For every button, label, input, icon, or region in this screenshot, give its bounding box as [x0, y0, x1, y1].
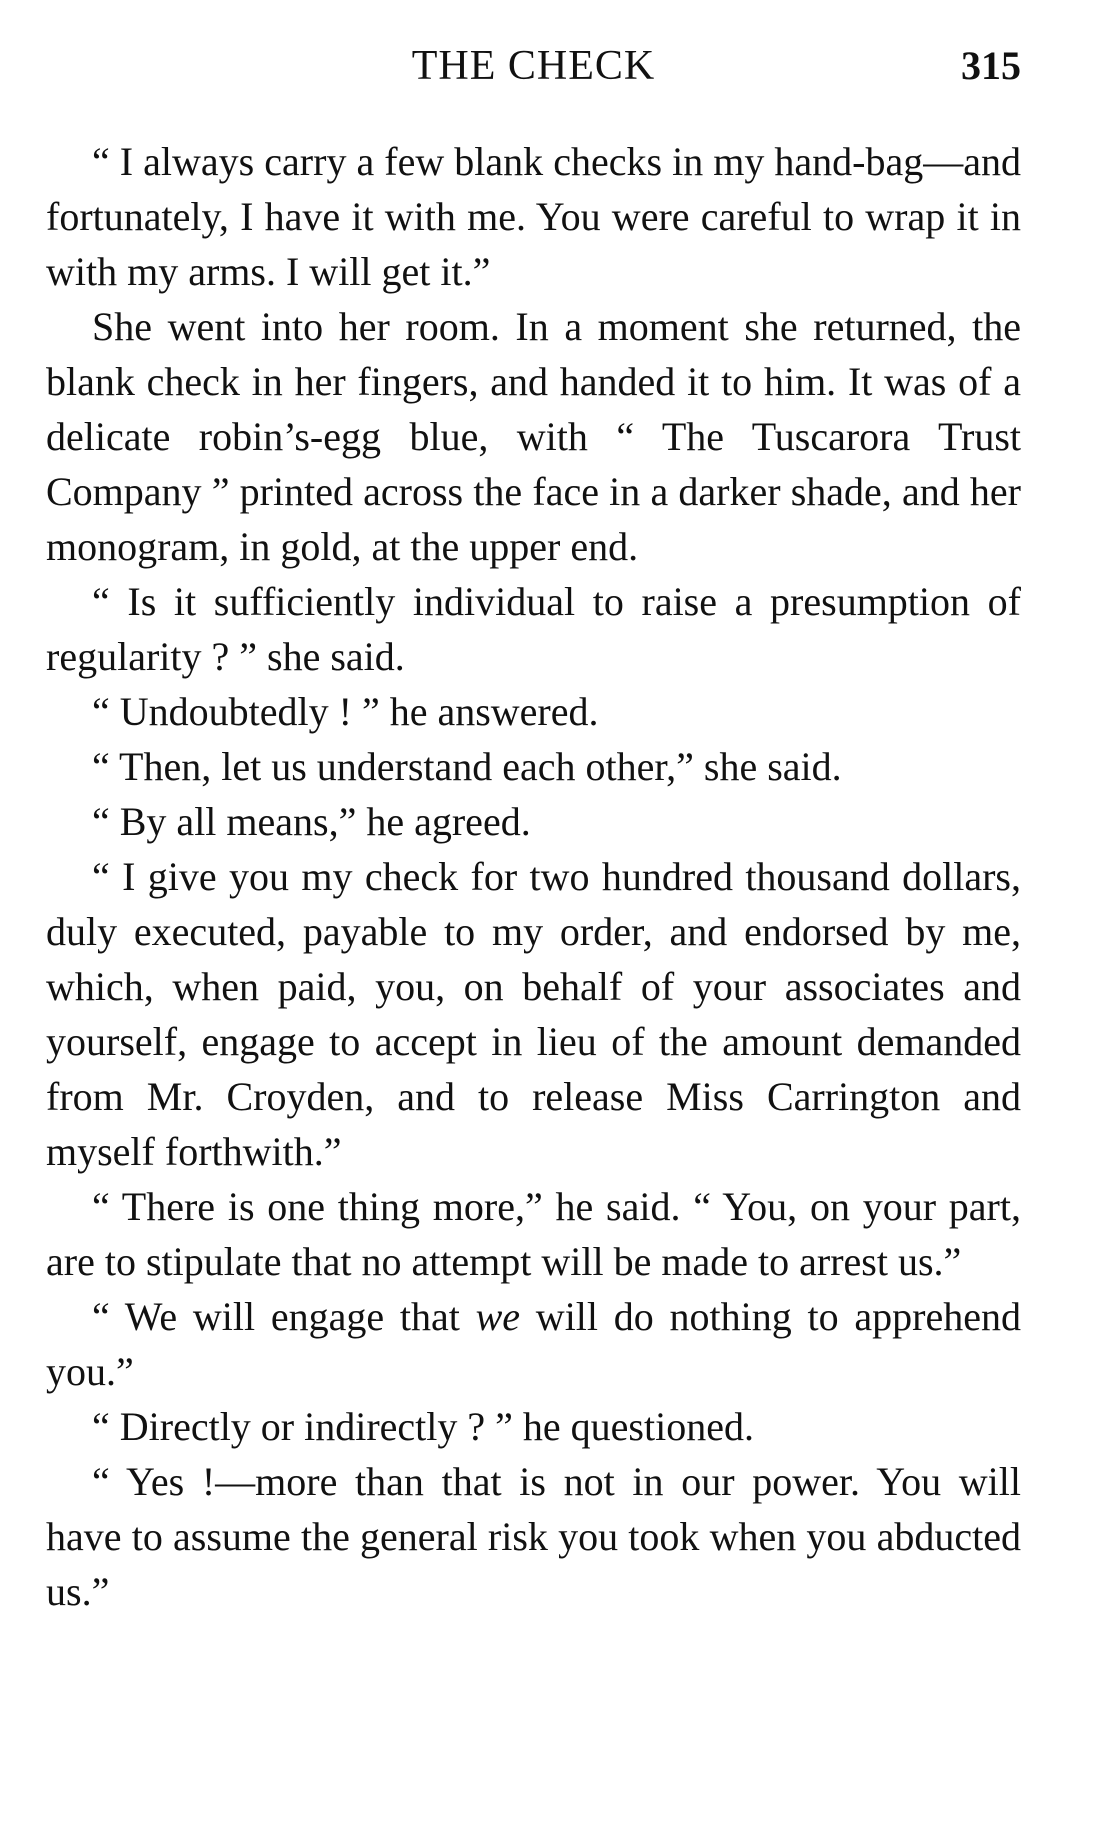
paragraph: “ Yes !—more than that is not in our power. You will have to assume the general risk you took when you abducted us.” — [46, 1459, 1021, 1614]
paragraph: She went into her room. In a moment she returned, the blank check in her fingers, and handed it to him. It was of a delicate robin’s-egg blue, with “ The Tuscarora Trust Company ” printed across the face in a darker shade, and her monogram, in gold, at the upper end. — [46, 304, 1021, 569]
body-text — [46, 134, 1021, 1619]
paragraph — [46, 1289, 1021, 1399]
paragraph: “ Then, let us understand each other,” she said. — [92, 744, 842, 789]
running-head: THE CHECK — [411, 43, 656, 89]
paragraph: “ Directly or indirectly ? ” he questioned. — [92, 1404, 754, 1449]
paragraph: “ By all means,” he agreed. — [92, 799, 531, 844]
paragraph-text: will do nothing to apprehend you.” — [46, 1294, 1021, 1394]
paragraph: “ I give you my check for two hundred thousand dollars, duly executed, payable to my order, and endorsed by me, which, when paid, you, on behalf of your associates and yourself, engage to accept in lieu of the amount demanded from Mr. Croyden, and to release Miss Carrington and myself forthwith.” — [46, 854, 1021, 1174]
paragraph: “ I always carry a few blank checks in my hand-bag—and fortunately, I have it with me. You were careful to wrap it in with my arms. I will get it.” — [46, 139, 1021, 294]
paragraph: “ There is one thing more,” he said. “ You, on your part, are to stipulate that no attempt will be made to arrest us.” — [46, 1184, 1021, 1284]
page-number: 315 — [961, 43, 1021, 88]
paragraph: “ Is it sufficiently individual to raise a presumption of regularity ? ” she said. — [46, 579, 1021, 679]
page-header — [46, 36, 1021, 96]
paragraph-text: “ We will engage that — [92, 1294, 476, 1339]
paragraph: “ Undoubtedly ! ” he answered. — [92, 689, 599, 734]
emphasized-word: we — [475, 1294, 521, 1339]
